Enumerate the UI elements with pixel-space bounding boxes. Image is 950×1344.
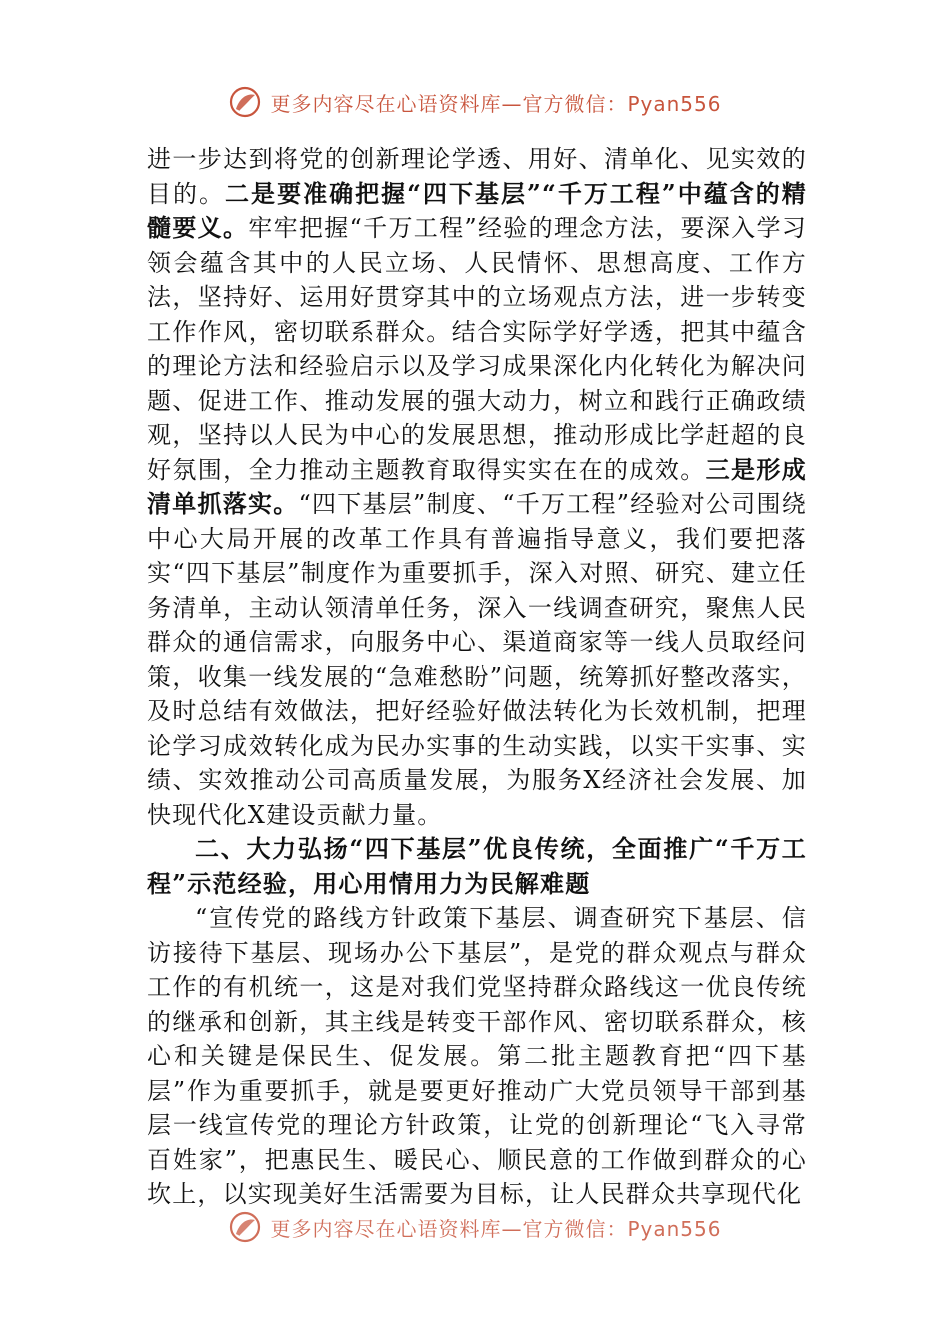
bold-lead-3: 三是形成清单抓落实。 bbox=[147, 454, 807, 518]
paragraph-text: “四下基层”制度、“千万工程”经验对公司围绕中心大局开展的改革工作具有普遍指导意义，我们要把落实“四下基层”制度作为重要抓手，深入对照、研究、建立任务清单，主动认领清单任务，深入一线调查研究，聚焦人民群众的通信需求，向服务中心、渠道商家等一线人员取经问策，收集一线发展的“急难愁盼”问题，统筹抓好整改落实，及时总结有效做法，把好经验好做法转化为长效机制，把理论学习成效转化成为民办实事的生动实践，以实干实事、实绩、实效推动公司高质量发展，为服务X经济社会发展、加快现代化X建设贡献力量。 bbox=[147, 490, 807, 829]
section-heading: 二、大力弘扬“四下基层”优良传统，全面推广“千万工程”示范经验，用心用情用力为民解难题 bbox=[147, 834, 807, 898]
watermark-text: 更多内容尽在心语资料库—官方微信：Pyan556 bbox=[270, 91, 722, 116]
bold-lead-2: 二是要准确把握“四下基层”“千万工程”中蕴含的精髓要义。 bbox=[147, 178, 807, 242]
watermark-header bbox=[0, 82, 950, 122]
watermark-footer bbox=[0, 1207, 950, 1247]
logo-icon bbox=[228, 85, 262, 119]
paragraph-text: 牢牢把握“千万工程”经验的理念方法，要深入学习领会蕴含其中的人民立场、人民情怀、思想高度、工作方法，坚持好、运用好贯穿其中的立场观点方法，进一步转变工作作风，密切联系群众。结合实际学好学透，把其中蕴含的理论方法和经验启示以及学习成果深化内化转化为解决问题、促进工作、推动发展的强大动力，树立和践行正确政绩观，坚持以人民为中心的发展思想，推动形成比学赶超的良好氛围，全力推动主题教育取得实实在在的成效。 bbox=[147, 214, 807, 484]
logo-icon bbox=[228, 1210, 262, 1244]
watermark-text: 更多内容尽在心语资料库—官方微信：Pyan556 bbox=[270, 1216, 722, 1241]
paragraph-2: “宣传党的路线方针政策下基层、调查研究下基层、信访接待下基层、现场办公下基层”，是党的群众观点与群众工作的有机统一，这是对我们党坚持群众路线这一优良传统的继承和创新，其主线是转变干部作风、密切联系群众，核心和关键是保民生、促发展。第二批主题教育把“四下基层”作为重要抓手，就是要更好推动广大党员领导干部到基层一线宣传党的理论方针政策，让党的创新理论“飞入寻常百姓家”，把惠民生、暖民心、顺民意的工作做到群众的心坎上，以实现美好生活需要为目标，让人民群众共享现代化 bbox=[147, 904, 807, 1208]
document-body bbox=[147, 142, 807, 1212]
paragraph-1 bbox=[147, 142, 807, 832]
paragraph-text: 进一步达到将党的创新理论学透、用好、清单化、见实效的目的。 bbox=[147, 145, 807, 208]
